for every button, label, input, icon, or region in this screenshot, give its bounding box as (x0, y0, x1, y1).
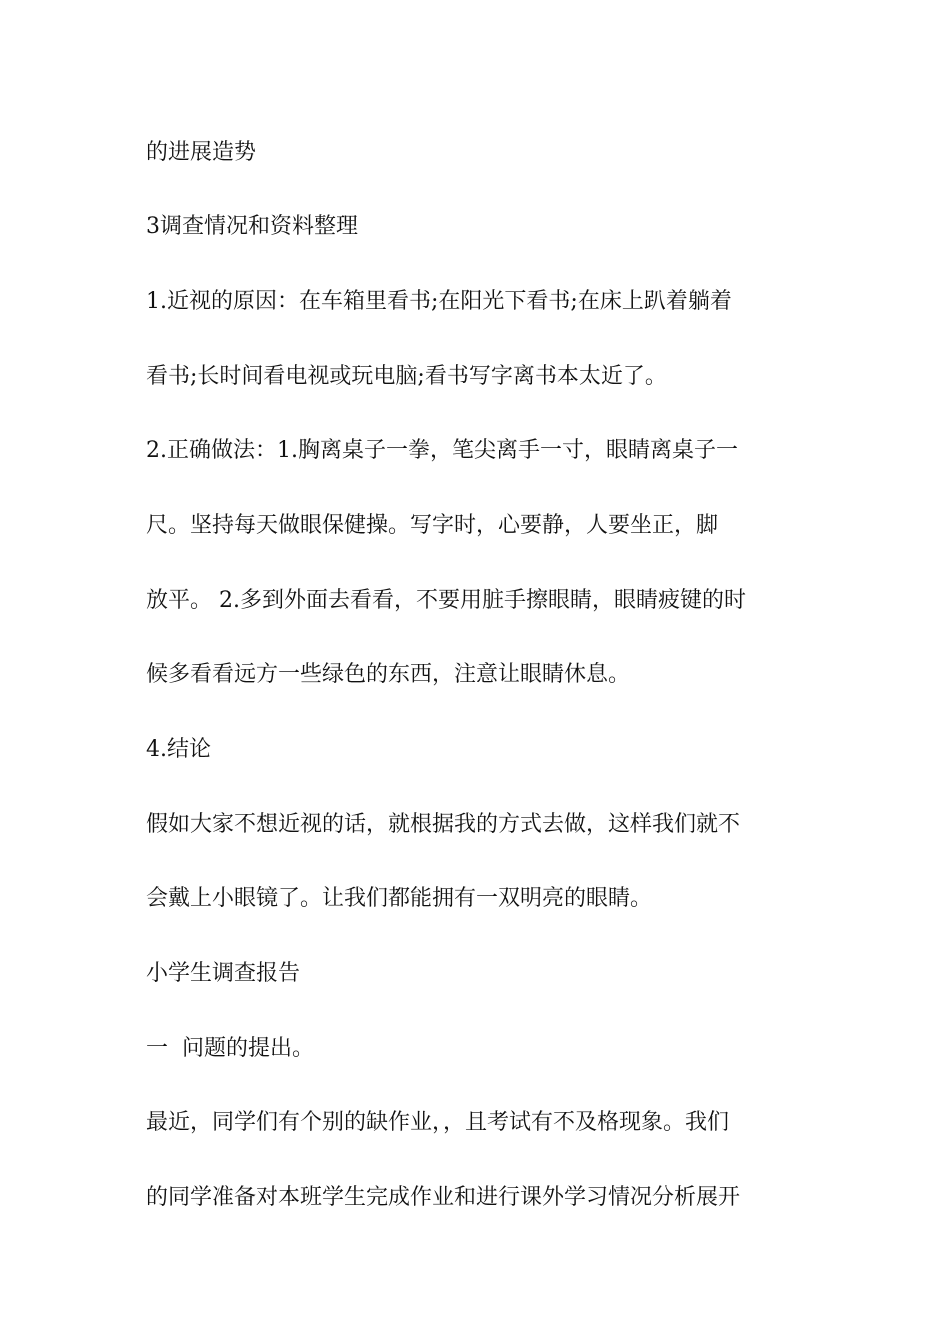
text-line: 候多看看远方一些绿色的东西，注意让眼睛休息。 (146, 662, 631, 687)
section-heading: 3调查情况和资料整理 (146, 214, 358, 239)
text-line: 看书;长时间看电视或玩电脑;看书写字离书本太近了。 (146, 364, 667, 389)
text-line: 放平。 2.多到外面去看看，不要用脏手擦眼睛，眼睛疲键的时 (146, 588, 746, 613)
text-line: 假如大家不想近视的话，就根据我的方式去做，这样我们就不 (146, 812, 741, 837)
text-line: 会戴上小眼镜了。让我们都能拥有一双明亮的眼睛。 (146, 886, 653, 911)
section-heading: 一 问题的提出。 (146, 1036, 314, 1061)
text-line: 最近，同学们有个别的缺作业，，且考试有不及格现象。我们 (146, 1110, 730, 1135)
text-line: 的同学准备对本班学生完成作业和进行课外学习情况分析展开 (146, 1185, 741, 1210)
section-heading: 4.结论 (146, 737, 211, 762)
text-line: 尺。坚持每天做眼保健操。写字时，心要静，人要坐正，脚 (146, 513, 719, 538)
document-title: 小学生调查报告 (146, 961, 301, 986)
text-line: 1.近视的原因：在车箱里看书;在阳光下看书;在床上趴着躺着 (146, 289, 732, 314)
text-line: 2.正确做法：1.胸离桌子一拳，笔尖离手一寸，眼睛离桌子一 (146, 438, 738, 463)
text-line: 的进展造势 (146, 140, 257, 165)
